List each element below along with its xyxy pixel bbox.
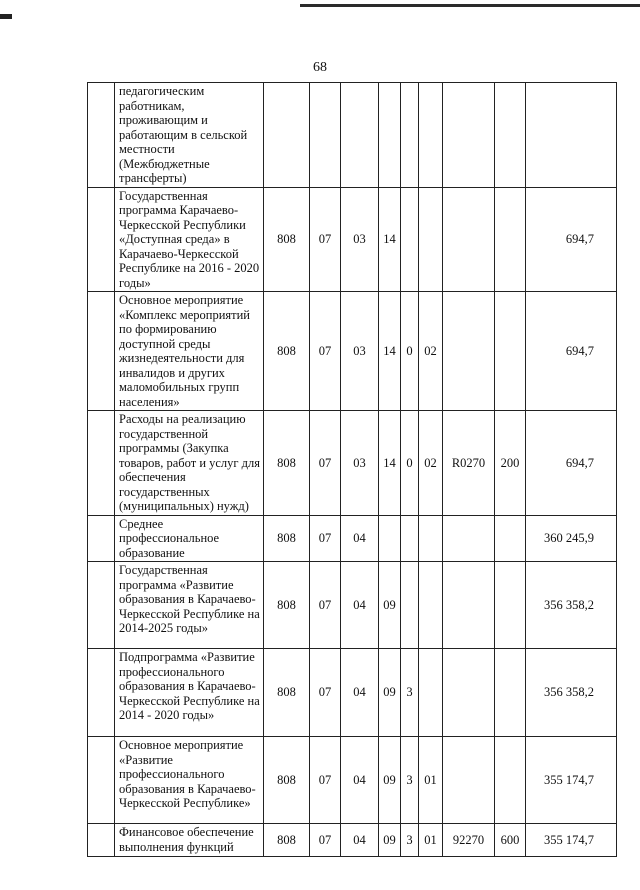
code-vr <box>495 649 526 737</box>
code-pr: 03 <box>341 292 379 411</box>
code-csr-3 <box>419 187 443 292</box>
code-csr-1: 14 <box>379 187 401 292</box>
code-csr-2: 3 <box>401 824 419 857</box>
table-row <box>88 824 617 857</box>
row-name: Основное мероприятие «Комплекс мероприятий по формированию доступной среды жизнедеятельности для инвалидов и других маломобильных групп населения» <box>115 292 264 411</box>
code-csr-2: 3 <box>401 737 419 824</box>
code-rz: 07 <box>310 515 341 562</box>
code-pr <box>341 83 379 188</box>
code-csr-3: 02 <box>419 292 443 411</box>
code-csr-4 <box>443 649 495 737</box>
code-csr-2: 0 <box>401 411 419 516</box>
code-csr-1: 14 <box>379 411 401 516</box>
table-row <box>88 515 617 562</box>
code-csr-3 <box>419 515 443 562</box>
amount: 694,7 <box>526 187 617 292</box>
blank-cell <box>88 292 115 411</box>
code-csr-2: 0 <box>401 292 419 411</box>
code-rz: 07 <box>310 824 341 857</box>
code-csr-4 <box>443 515 495 562</box>
code-vr <box>495 515 526 562</box>
row-name: Основное мероприятие «Развитие профессионального образования в Карачаево-Черкесской Республике» <box>115 737 264 824</box>
table-row <box>88 562 617 649</box>
amount <box>526 83 617 188</box>
code-pr: 04 <box>341 515 379 562</box>
code-csr-4 <box>443 562 495 649</box>
code-vr <box>495 737 526 824</box>
code-csr-3: 02 <box>419 411 443 516</box>
budget-table <box>87 82 617 857</box>
scan-artifact-left <box>0 14 12 19</box>
amount: 694,7 <box>526 411 617 516</box>
code-gr: 808 <box>264 649 310 737</box>
table-row <box>88 411 617 516</box>
table-row <box>88 737 617 824</box>
code-pr: 04 <box>341 737 379 824</box>
amount: 694,7 <box>526 292 617 411</box>
code-rz <box>310 83 341 188</box>
page-number: 68 <box>313 60 327 75</box>
code-csr-4 <box>443 737 495 824</box>
code-rz: 07 <box>310 649 341 737</box>
code-csr-1 <box>379 515 401 562</box>
code-pr: 04 <box>341 562 379 649</box>
code-vr <box>495 562 526 649</box>
row-name: Подпрограмма «Развитие профессионального образования в Карачаево-Черкесской Республике на 2014 - 2020 годы» <box>115 649 264 737</box>
row-name: Государственная программа «Развитие образования в Карачаево-Черкесской Республике на 2014-2025 годы» <box>115 562 264 649</box>
row-name: Расходы на реализацию государственной программы (Закупка товаров, работ и услуг для обеспечения государственных (муниципальных) нужд) <box>115 411 264 516</box>
table-row <box>88 83 617 188</box>
amount: 355 174,7 <box>526 824 617 857</box>
code-csr-1 <box>379 83 401 188</box>
code-gr: 808 <box>264 187 310 292</box>
code-pr: 03 <box>341 187 379 292</box>
code-csr-2 <box>401 83 419 188</box>
blank-cell <box>88 411 115 516</box>
table-row <box>88 649 617 737</box>
table-row <box>88 187 617 292</box>
code-csr-2: 3 <box>401 649 419 737</box>
blank-cell <box>88 562 115 649</box>
code-pr: 04 <box>341 824 379 857</box>
code-gr: 808 <box>264 411 310 516</box>
table-row <box>88 292 617 411</box>
code-csr-1: 14 <box>379 292 401 411</box>
code-gr: 808 <box>264 562 310 649</box>
blank-cell <box>88 187 115 292</box>
code-vr <box>495 187 526 292</box>
row-name: Финансовое обеспечение выполнения функций <box>115 824 264 857</box>
code-csr-4 <box>443 83 495 188</box>
code-csr-3: 01 <box>419 737 443 824</box>
amount: 360 245,9 <box>526 515 617 562</box>
code-csr-3 <box>419 562 443 649</box>
code-rz: 07 <box>310 187 341 292</box>
code-csr-4 <box>443 292 495 411</box>
blank-cell <box>88 649 115 737</box>
code-gr: 808 <box>264 824 310 857</box>
code-rz: 07 <box>310 292 341 411</box>
code-csr-1: 09 <box>379 649 401 737</box>
code-csr-4: R0270 <box>443 411 495 516</box>
code-csr-4: 92270 <box>443 824 495 857</box>
code-csr-3: 01 <box>419 824 443 857</box>
code-rz: 07 <box>310 737 341 824</box>
code-pr: 04 <box>341 649 379 737</box>
blank-cell <box>88 737 115 824</box>
row-name: Государственная программа Карачаево-Черкесской Республики «Доступная среда» в Карачаево-Черкесской Республике на 2016 - 2020 годы» <box>115 187 264 292</box>
code-gr: 808 <box>264 292 310 411</box>
code-csr-1: 09 <box>379 737 401 824</box>
amount: 355 174,7 <box>526 737 617 824</box>
code-vr: 600 <box>495 824 526 857</box>
code-csr-1: 09 <box>379 562 401 649</box>
code-csr-4 <box>443 187 495 292</box>
amount: 356 358,2 <box>526 562 617 649</box>
code-gr: 808 <box>264 515 310 562</box>
scan-artifact-top-line <box>300 4 640 7</box>
code-csr-2 <box>401 515 419 562</box>
code-csr-2 <box>401 562 419 649</box>
code-csr-3 <box>419 649 443 737</box>
code-csr-2 <box>401 187 419 292</box>
code-gr: 808 <box>264 737 310 824</box>
row-name: педагогическим работникам, проживающим и работающим в сельской местности (Межбюджетные трансферты) <box>115 83 264 188</box>
code-csr-1: 09 <box>379 824 401 857</box>
code-pr: 03 <box>341 411 379 516</box>
code-csr-3 <box>419 83 443 188</box>
amount: 356 358,2 <box>526 649 617 737</box>
code-rz: 07 <box>310 411 341 516</box>
code-vr: 200 <box>495 411 526 516</box>
code-rz: 07 <box>310 562 341 649</box>
code-gr <box>264 83 310 188</box>
blank-cell <box>88 515 115 562</box>
blank-cell <box>88 824 115 857</box>
row-name: Среднее профессиональное образование <box>115 515 264 562</box>
blank-cell <box>88 83 115 188</box>
code-vr <box>495 83 526 188</box>
code-vr <box>495 292 526 411</box>
